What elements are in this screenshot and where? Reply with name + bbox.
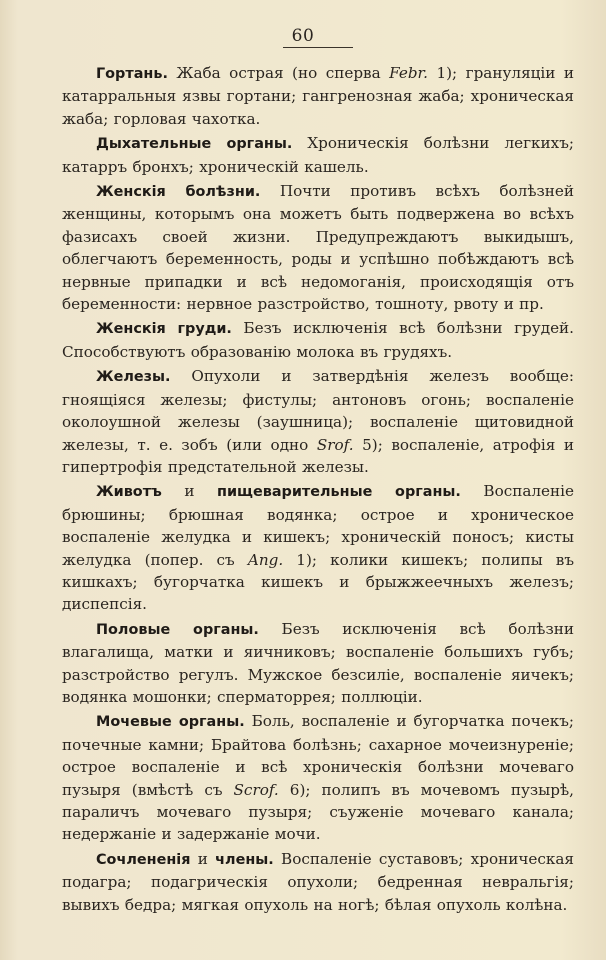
entry-womens-diseases xyxy=(62,180,574,315)
entry-remedy-abbr: Febr. xyxy=(389,64,428,82)
entry-remedy-abbr: Scrof. xyxy=(233,780,279,799)
entry-text: Боль, воспаленіе и бугорчатка почекъ; почечные камни; Брайтова болѣзнь; сахарное мочеизнуреніе; острое воспаленіе и всѣ хроническія болѣзни мочеваго пузыря (вмѣстѣ съ xyxy=(62,712,574,799)
entry-heading: Мочевые органы. xyxy=(96,714,245,731)
entry-conjunction: и xyxy=(161,482,218,501)
entry-heading: Гортань. xyxy=(96,66,168,82)
page-number: 60 xyxy=(291,26,315,46)
entry-larynx xyxy=(62,62,574,130)
entry-heading: Железы. xyxy=(96,369,171,386)
entry-respiratory xyxy=(62,132,574,178)
entry-abdomen xyxy=(62,480,574,615)
entry-joints-limbs xyxy=(62,848,574,916)
entry-heading: Половые органы. xyxy=(96,621,259,638)
entry-text: Воспаленіе суставовъ; хроническая подагра; подагрическія опухоли; бедренная невральгія; вывихъ бедра; мягкая опухоль на ногѣ; бѣлая опухоль колѣна. xyxy=(62,849,574,914)
entry-heading-2: члены. xyxy=(215,851,274,868)
entry-text: Жаба острая (но сперва xyxy=(167,64,390,82)
entry-heading: Женскія болѣзни. xyxy=(96,184,261,201)
entry-remedy-abbr: Srof. xyxy=(316,435,354,454)
entry-heading: Животъ xyxy=(96,484,162,501)
entry-remedy-abbr: Ang. xyxy=(247,550,284,569)
entry-text: 1); грануляціи и катарральныя язвы гортани; гангренозная жаба; хроническая жаба; горловая чахотка. xyxy=(62,64,574,128)
entry-heading: Сочлененія xyxy=(96,851,191,868)
entry-breasts xyxy=(62,317,574,363)
entry-text: Почти противъ всѣхъ болѣзней женщины, которымъ она можетъ быть подвержена во всѣхъ фазисахъ своей жизни. Предупреждаютъ выкидышъ, облегчаютъ беременность, роды и успѣшно побѣждаютъ всѣ нервные припадки и всѣ недомоганія, происходящія отъ беременности: нервное разстройство, тошноту, рвоту и пр. xyxy=(62,182,575,314)
entry-conjunction: и xyxy=(190,849,216,868)
entry-text: Опухоли и затвердѣнія железъ вообще: гноящіяся железы; фистулы; антоновъ огонь; воспаленіе околоушной железы (заушница); воспаленіе щитовидной железы, т. е. зобъ (или одно xyxy=(62,367,574,454)
entry-text: Хроническія болѣзни легкихъ; катарръ бронхъ; хроническій кашель. xyxy=(62,134,574,176)
entry-genital-organs xyxy=(62,618,574,709)
entry-text: 5); воспаленіе, атрофія и гипертрофія предстательной железы. xyxy=(62,435,574,476)
entry-glands xyxy=(62,365,574,478)
entry-heading-2: пищеварительные органы. xyxy=(217,484,461,501)
page-number-rule xyxy=(283,47,353,48)
entry-text: Безъ исключенія всѣ болѣзни влагалища, матки и яичниковъ; воспаленіе большихъ губъ; разстройство регулъ. Мужское безсиліе, воспаленіе яичекъ; водянка мошонки; сперматоррея; поллюціи. xyxy=(62,619,574,706)
page-content xyxy=(62,62,574,918)
entry-heading: Дыхательные органы. xyxy=(96,136,293,153)
entry-text: 1); колики кишекъ; полипы въ кишкахъ; бугорчатка кишекъ и брыжжеечныхъ железъ; диспепсія. xyxy=(62,550,574,614)
entry-text: 6); полипъ въ мочевомъ пузырѣ, параличъ мочеваго пузыря; съуженіе мочеваго канала; недержаніе и задержаніе мочи. xyxy=(62,780,574,844)
entry-heading: Женскія груди. xyxy=(96,321,232,338)
entry-text: Воспаленіе брюшины; брюшная водянка; острое и хроническое воспаленіе желудка и кишекъ; хроническій поносъ; кисты желудка (попер. съ xyxy=(62,482,575,569)
entry-text: Безъ исключенія всѣ болѣзни грудей. Способствуютъ образованію молока въ грудяхъ. xyxy=(62,319,575,361)
entry-urinary-organs xyxy=(62,710,574,845)
